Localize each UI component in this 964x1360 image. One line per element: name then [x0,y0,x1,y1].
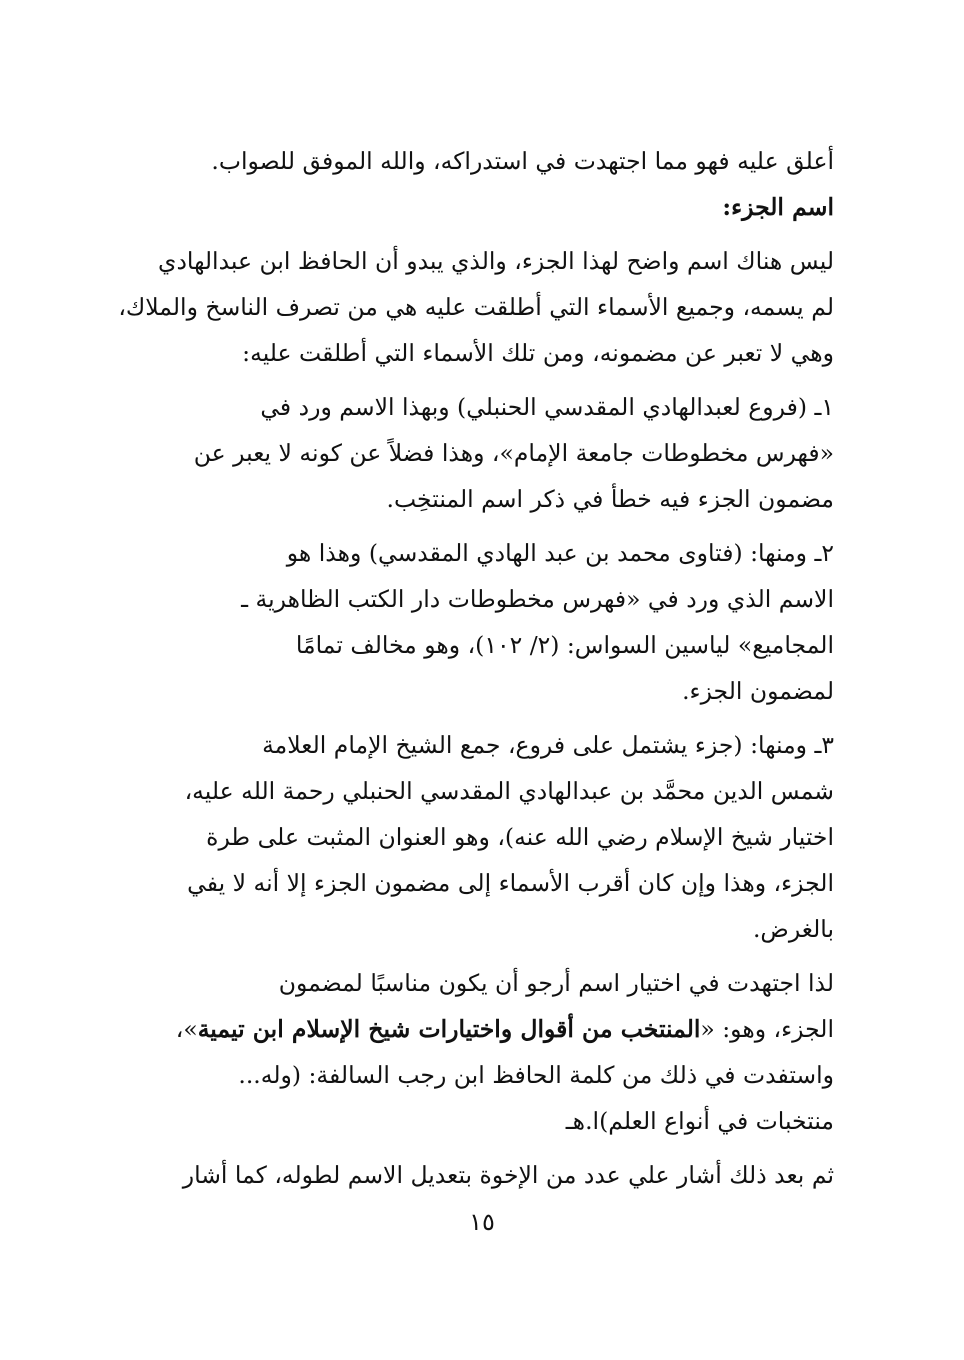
text-line: «فهرس مخطوطات جامعة الإمام»، وهذا فضلاً عن كونه لا يعبر عن [193,439,834,467]
text-line: أعلق عليه فهو مما اجتهدت في استدراكه، والله الموفق للصواب. [211,147,834,175]
text-segment: »، [175,1015,198,1043]
text-line: وهي لا تعبر عن مضمونه، ومن تلك الأسماء التي أطلقت عليه: [242,339,834,367]
text-line: منتخبات في أنواع العلم)ا.هـ [565,1107,834,1135]
text-line: ليس هناك اسم واضح لهذا الجزء، والذي يبدو أن الحافظ ابن عبدالهادي [158,247,834,275]
text-line: ٢ـ ومنها: (فتاوى محمد بن عبد الهادي المقدسي) وهذا هو [286,539,834,567]
page-number: ١٥ [469,1208,495,1236]
section-heading: اسم الجزء: [722,193,834,221]
text-line: ٣ـ ومنها: (جزء يشتمل على فروع، جمع الشيخ الإمام العلامة [262,731,834,759]
text-line: واستفدت في ذلك من كلمة الحافظ ابن رجب السالفة: (وله... [238,1061,834,1089]
text-line: ١ـ (فروع لعبدالهادي المقدسي الحنبلي) وبهذا الاسم ورد في [260,393,834,421]
text-line: مضمون الجزء فيه خطأ في ذكر اسم المنتخِب. [386,485,834,513]
book-title: المنتخب من أقوال واختيارات شيخ الإسلام ابن تيمية [197,1015,701,1043]
text-line: الاسم الذي ورد في «فهرس مخطوطات دار الكتب الظاهرية ـ [241,585,834,613]
text-line: لمضمون الجزء. [682,677,834,705]
text-line: اختيار شيخ الإسلام رضي الله عنه)، وهو العنوان المثبت على طرة [206,823,834,851]
text-line: بالغرض. [752,915,834,943]
text-line: ثم بعد ذلك أشار علي عدد من الإخوة بتعديل الاسم لطوله، كما أشار [182,1161,834,1189]
text-line: شمس الدين محمَّد بن عبدالهادي المقدسي الحنبلي رحمة الله عليه، [184,777,834,805]
text-line: لم يسمه، وجميع الأسماء التي أطلقت عليه هي من تصرف الناسخ والملاك، [118,293,834,321]
text-segment: الجزء، وهو: « [700,1015,834,1043]
text-line: لذا اجتهدت في اختيار اسم أرجو أن يكون مناسبًا لمضمون [278,969,834,997]
page-body [118,138,834,1198]
text-line [130,1006,834,1052]
text-line: المجاميع» لياسين السواس: (٢/ ١٠٢)، وهو مخالف تمامًا [295,631,834,659]
text-line: الجزء، وهذا وإن كان أقرب الأسماء إلى مضمون الجزء إلا أنه لا يفي [187,869,834,897]
